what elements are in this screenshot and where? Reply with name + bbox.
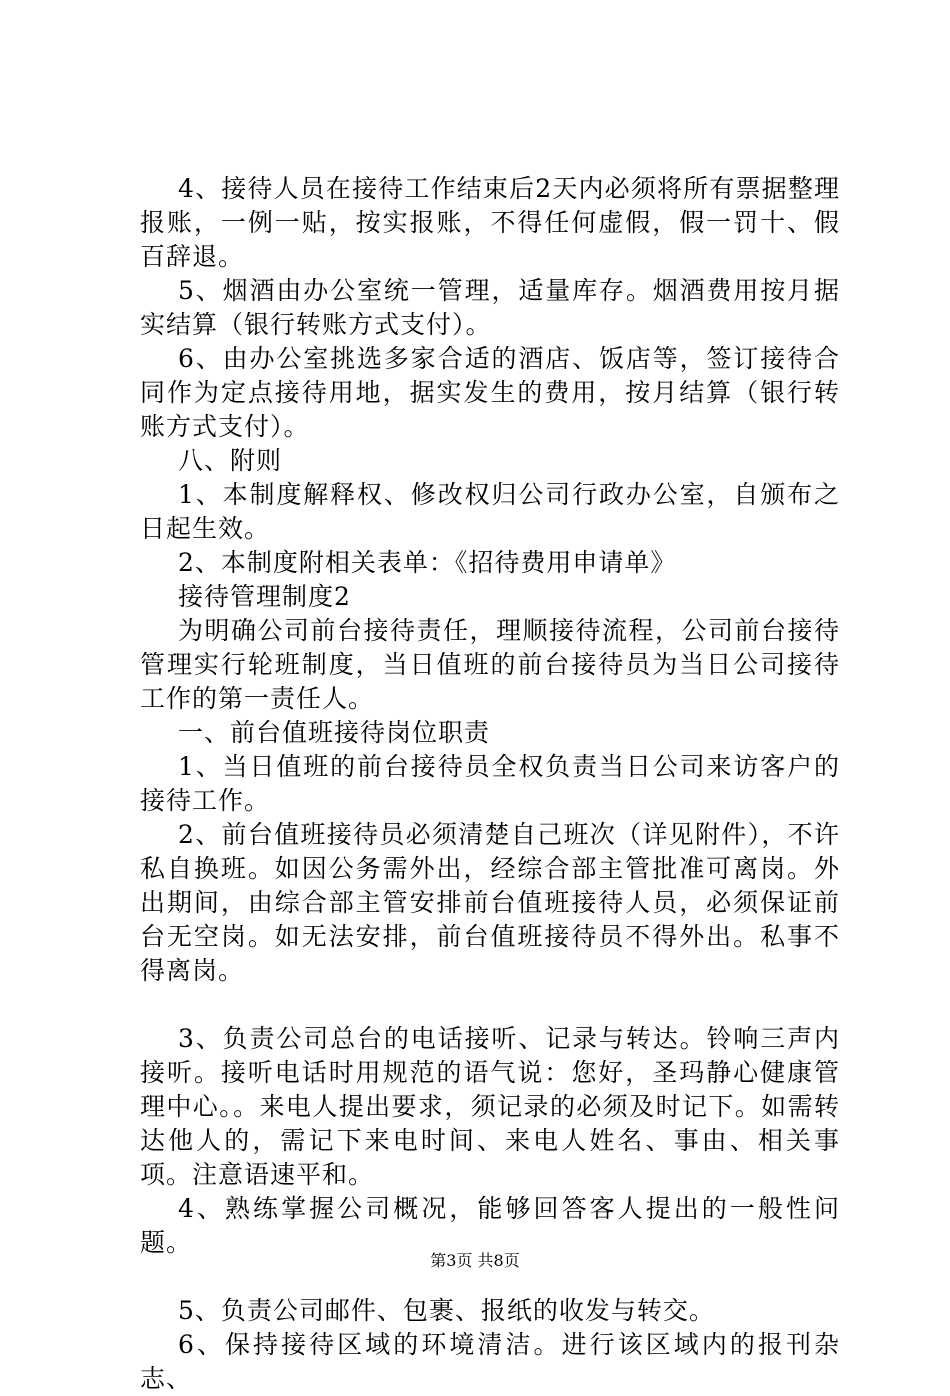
paragraph-related-forms: 2、本制度附相关表单：《招待费用申请单》 xyxy=(178,548,677,577)
section-heading-appendix: 八、附则 xyxy=(178,446,283,475)
paragraph-receipts: 4、接待人员在接待工作结束后2天内必须将所有票据整理报账，一例一贴，按实报账，不得任何虚假，假一罚十、假百辞退。 xyxy=(140,174,840,271)
paragraph-duty-6: 6、保持接待区域的环境清洁。进行该区域内的报刊杂志、 xyxy=(140,1330,840,1393)
document-body xyxy=(140,172,840,1396)
paragraph-interpretation: 1、本制度解释权、修改权归公司行政办公室，自颁布之日起生效。 xyxy=(140,480,840,543)
paragraph-duty-3: 3、负责公司总台的电话接听、记录与转达。铃响三声内接听。接听电话时用规范的语气说：您好，圣玛静心健康管理中心。。来电人提出要求，须记录的必须及时记下。如需转达他人的，需记下来电时间、来电人姓名、事由、相关事项。注意语速平和。 xyxy=(140,1024,840,1189)
paragraph-tobacco-alcohol: 5、烟酒由办公室统一管理，适量库存。烟酒费用按月据实结算（银行转账方式支付）。 xyxy=(140,276,840,339)
section-heading-duties: 一、前台值班接待岗位职责 xyxy=(178,718,491,747)
paragraph-duty-1: 1、当日值班的前台接待员全权负责当日公司来访客户的接待工作。 xyxy=(140,752,840,815)
paragraph-intro: 为明确公司前台接待责任，理顺接待流程，公司前台接待管理实行轮班制度，当日值班的前台接待员为当日公司接待工作的第一责任人。 xyxy=(140,616,840,713)
page-number-footer: 第3页 共8页 xyxy=(430,1251,520,1270)
paragraph-duty-2: 2、前台值班接待员必须清楚自己班次（详见附件），不许私自换班。如因公务需外出，经综合部主管批准可离岗。外出期间，由综合部主管安排前台值班接待人员，必须保证前台无空岗。如无法安排，前台值班接待员不得外出。私事不得离岗。 xyxy=(140,820,840,985)
paragraph-duty-5: 5、负责公司邮件、包裹、报纸的收发与转交。 xyxy=(178,1296,715,1325)
document-title-reception-2: 接待管理制度2 xyxy=(178,582,351,611)
paragraph-designated-hotels: 6、由办公室挑选多家合适的酒店、饭店等，签订接待合同作为定点接待用地，据实发生的费用，按月结算（银行转账方式支付）。 xyxy=(140,344,840,441)
paragraph-duty-4: 4、熟练掌握公司概况，能够回答客人提出的一般性问题。 xyxy=(140,1194,840,1257)
